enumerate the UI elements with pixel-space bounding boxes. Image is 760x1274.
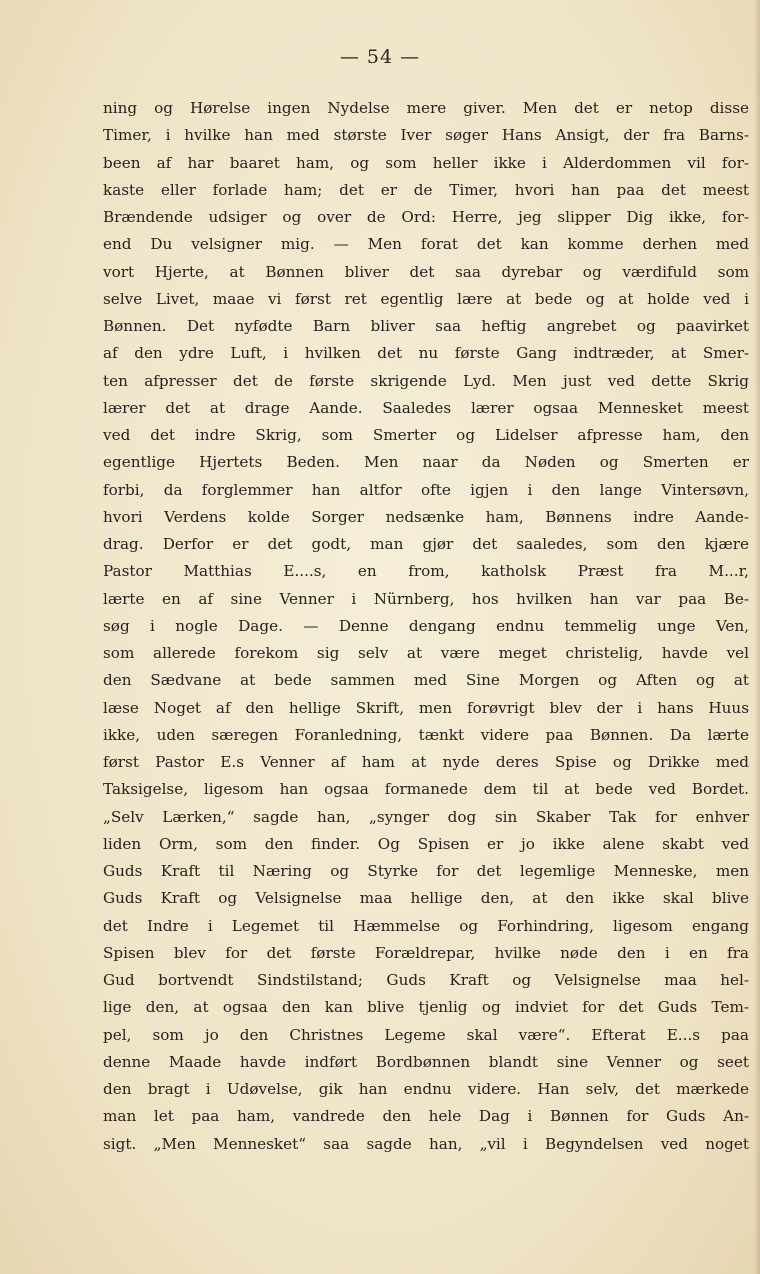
text-line: liden Orm, som den finder. Og Spisen er jo ikke alene skabt ved [103, 834, 749, 853]
body-text [103, 95, 749, 1158]
text-line: søg i nogle Dage. — Denne dengang endnu temmelig unge Ven, [103, 616, 749, 635]
text-line: Timer, i hvilke han med største Iver søger Hans Ansigt, der fra Barns- [103, 126, 749, 145]
text-line: af den ydre Luft, i hvilken det nu første Gang indtræder, at Smer- [103, 344, 749, 363]
text-line: forbi, da forglemmer han altfor ofte igjen i den lange Vintersøvn, [103, 480, 749, 499]
text-line: Brændende udsiger og over de Ord: Herre, jeg slipper Dig ikke, for- [103, 208, 749, 226]
text-line: lige den, at ogsaa den kan blive tjenlig og indviet for det Guds Tem- [103, 998, 749, 1017]
text-line: egentlige Hjertets Beden. Men naar da Nøden og Smerten er [103, 453, 749, 472]
text-line: selve Livet, maae vi først ret egentlig lære at bede og at holde ved i [103, 289, 749, 308]
text-line: been af har baaret ham, og som heller ikke i Alderdommen vil for- [103, 153, 749, 172]
text-line: Pastor Matthias E....s, en from, katholsk Præst fra M...r, [103, 562, 749, 581]
text-line: ved det indre Skrig, som Smerter og Lidelser afpresse ham, den [103, 426, 749, 444]
text-line: drag. Derfor er det godt, man gjør det saaledes, som den kjære [103, 535, 749, 553]
text-line: man let paa ham, vandrede den hele Dag i Bønnen for Guds An- [103, 1107, 749, 1126]
text-line: ning og Hørelse ingen Nydelse mere giver. Men det er netop disse [103, 99, 749, 117]
text-line: Guds Kraft til Næring og Styrke for det legemlige Menneske, men [103, 862, 749, 880]
text-line: kaste eller forlade ham; det er de Timer, hvori han paa det meest [103, 180, 749, 199]
text-line: Spisen blev for det første Forældrepar, hvilke nøde den i en fra [103, 943, 749, 962]
text-line: som allerede forekom sig selv at være meget christelig, havde vel [103, 644, 749, 662]
text-line: „Selv Lærken,“ sagde han, „synger dog sin Skaber Tak for enhver [103, 807, 749, 826]
text-line: den Sædvane at bede sammen med Sine Morgen og Aften og at [103, 671, 749, 690]
text-line: lærte en af sine Venner i Nürnberg, hos hvilken han var paa Be- [103, 589, 749, 608]
text-line: Bønnen. Det nyfødte Barn bliver saa heftig angrebet og paavirket [103, 317, 749, 335]
text-line: denne Maade havde indført Bordbønnen blandt sine Venner og seet [103, 1052, 749, 1071]
text-line: den bragt i Udøvelse, gik han endnu videre. Han selv, det mærkede [103, 1080, 749, 1098]
text-line: læse Noget af den hellige Skrift, men forøvrigt blev der i hans Huus [103, 698, 749, 717]
text-line: lærer det at drage Aande. Saaledes lærer ogsaa Mennesket meest [103, 398, 749, 417]
text-line: Guds Kraft og Velsignelse maa hellige den, at den ikke skal blive [103, 889, 749, 908]
text-line: Gud bortvendt Sindstilstand; Guds Kraft og Velsignelse maa hel- [103, 971, 749, 989]
text-line: ikke, uden særegen Foranledning, tænkt videre paa Bønnen. Da lærte [103, 725, 749, 744]
text-line: vort Hjerte, at Bønnen bliver det saa dyrebar og værdifuld som [103, 262, 749, 281]
text-line: Taksigelse, ligesom han ogsaa formanede dem til at bede ved Bordet. [103, 780, 749, 799]
text-line: først Pastor E.s Venner af ham at nyde deres Spise og Drikke med [103, 753, 749, 771]
page-edge-shadow [754, 0, 760, 1274]
page-number-header: — 54 — [339, 46, 421, 68]
text-line: ten afpresser det de første skrigende Lyd. Men just ved dette Skrig [103, 371, 749, 390]
text-line: det Indre i Legemet til Hæmmelse og Forhindring, ligesom engang [103, 916, 749, 935]
text-line: pel, som jo den Christnes Legeme skal være“. Efterat E...s paa [103, 1025, 749, 1044]
text-line: end Du velsigner mig. — Men forat det kan komme derhen med [103, 235, 749, 254]
text-line: sigt. „Men Mennesket“ saa sagde han, „vil i Begyndelsen ved noget [103, 1134, 749, 1153]
text-line: hvori Verdens kolde Sorger nedsænke ham, Bønnens indre Aande- [103, 507, 749, 526]
